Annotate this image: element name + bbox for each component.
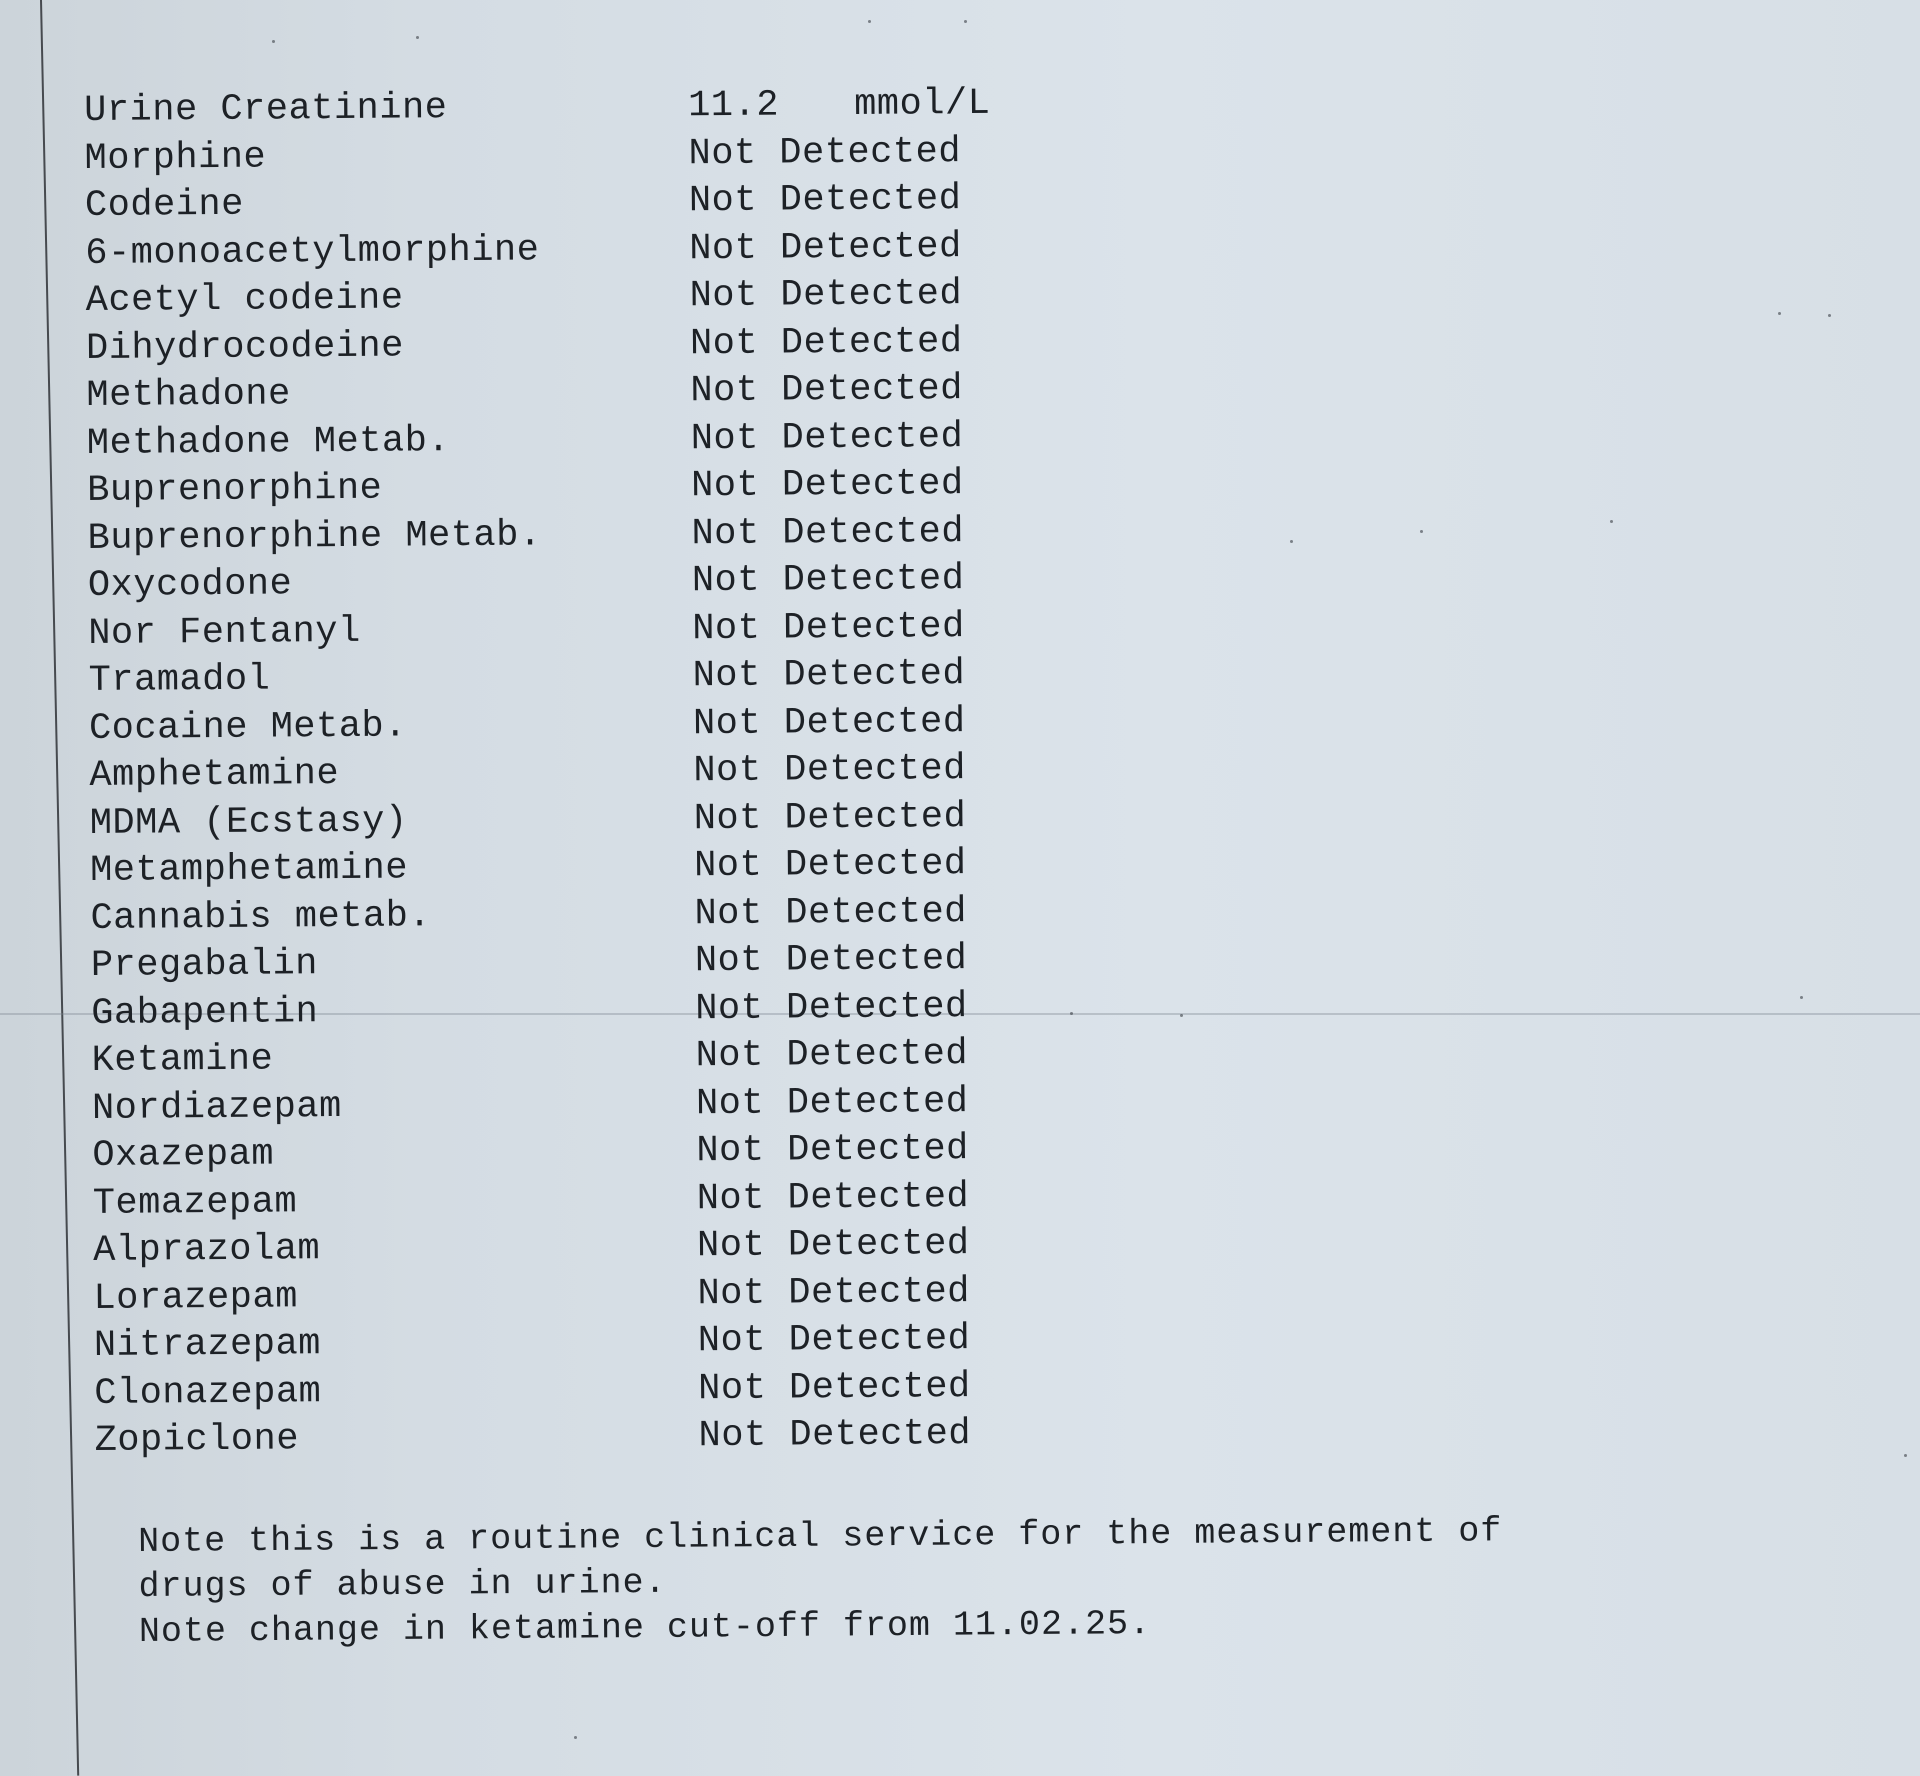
- print-speck: [1420, 530, 1423, 533]
- analyte-name: Clonazepam: [94, 1370, 322, 1415]
- result-value: Not Detected: [694, 938, 968, 983]
- result-value: Not Detected: [689, 273, 963, 318]
- analyte-name: Dihydrocodeine: [85, 324, 405, 370]
- analyte-name: Nor Fentanyl: [88, 610, 361, 655]
- result-value: Not Detected: [695, 1080, 969, 1125]
- note-line: drugs of abuse in urine.: [138, 1562, 667, 1607]
- analyte-name: Metamphetamine: [89, 847, 409, 892]
- analyte-name: Buprenorphine Metab.: [87, 513, 542, 560]
- result-value: Not Detected: [694, 890, 968, 935]
- result-value: Not Detected: [690, 463, 964, 508]
- analyte-name: Urine Creatinine: [84, 87, 448, 132]
- print-speck: [1290, 540, 1293, 543]
- result-value: Not Detected: [696, 1128, 969, 1173]
- result-value: 11.2: [687, 84, 780, 128]
- result-value: Not Detected: [696, 1223, 970, 1268]
- analyte-name: Cocaine Metab.: [88, 704, 408, 750]
- analyte-name: Codeine: [84, 183, 245, 227]
- analyte-name: Cannabis metab.: [90, 894, 432, 940]
- result-value: Not Detected: [688, 178, 962, 223]
- analyte-name: Oxazepam: [92, 1133, 275, 1177]
- analyte-name: Lorazepam: [93, 1275, 299, 1320]
- result-value: Not Detected: [692, 605, 965, 650]
- analyte-name: Oxycodone: [87, 563, 293, 607]
- print-speck: [868, 20, 871, 23]
- result-value: Not Detected: [697, 1318, 971, 1363]
- result-value: Not Detected: [693, 748, 966, 793]
- result-value: Not Detected: [691, 510, 965, 555]
- analyte-name: 6-monoacetylmorphine: [85, 228, 540, 275]
- analyte-name: Pregabalin: [90, 943, 319, 987]
- print-speck: [964, 20, 967, 23]
- result-value: Not Detected: [688, 130, 962, 175]
- result-value: Not Detected: [690, 415, 964, 460]
- analyte-name: Buprenorphine: [87, 467, 383, 512]
- paper-edge-line: [40, 0, 79, 1776]
- result-value: Not Detected: [695, 1033, 969, 1078]
- analyte-name: Ketamine: [91, 1038, 274, 1082]
- analyte-name: Tramadol: [88, 658, 271, 702]
- analyte-name: Temazepam: [92, 1180, 298, 1225]
- analyte-name: Morphine: [84, 136, 267, 180]
- analyte-name: MDMA (Ecstasy): [89, 799, 408, 845]
- result-value: Not Detected: [693, 795, 967, 840]
- print-speck: [574, 1736, 577, 1739]
- print-speck: [1828, 314, 1831, 317]
- analyte-name: Alprazolam: [92, 1228, 321, 1272]
- analyte-name: Amphetamine: [89, 753, 340, 797]
- result-value: Not Detected: [689, 225, 962, 270]
- result-value: Not Detected: [693, 843, 967, 888]
- note-line: Note change in ketamine cut-off from 11.02.25.: [138, 1604, 1152, 1652]
- result-value: Not Detected: [691, 558, 965, 603]
- print-speck: [416, 36, 419, 39]
- result-value: Not Detected: [695, 985, 968, 1030]
- result-value: Not Detected: [690, 368, 964, 413]
- results-table: [84, 82, 991, 1465]
- result-unit: mmol/L: [853, 82, 991, 126]
- analyte-name: Nitrazepam: [93, 1323, 322, 1367]
- report-notes: [138, 1509, 1503, 1655]
- analyte-name: Acetyl codeine: [85, 277, 404, 322]
- analyte-name: Gabapentin: [91, 990, 319, 1035]
- print-speck: [1778, 312, 1781, 315]
- print-speck: [1180, 1014, 1183, 1017]
- analyte-name: Nordiazepam: [91, 1085, 342, 1130]
- print-speck: [272, 40, 275, 43]
- result-value: Not Detected: [692, 700, 966, 745]
- result-value: Not Detected: [698, 1365, 971, 1410]
- print-speck: [1800, 996, 1803, 999]
- result-value: Not Detected: [689, 320, 963, 365]
- result-value: Not Detected: [696, 1175, 970, 1220]
- result-value: Not Detected: [697, 1270, 971, 1315]
- result-value: Not Detected: [692, 653, 966, 698]
- print-speck: [1070, 1012, 1073, 1015]
- print-speck: [1610, 520, 1613, 523]
- analyte-name: Methadone: [86, 373, 291, 417]
- result-value: Not Detected: [698, 1413, 972, 1458]
- print-speck: [1904, 1454, 1907, 1457]
- analyte-name: Zopiclone: [94, 1418, 300, 1462]
- analyte-name: Methadone Metab.: [86, 419, 451, 465]
- note-line: Note this is a routine clinical service for the measurement of: [138, 1511, 1503, 1562]
